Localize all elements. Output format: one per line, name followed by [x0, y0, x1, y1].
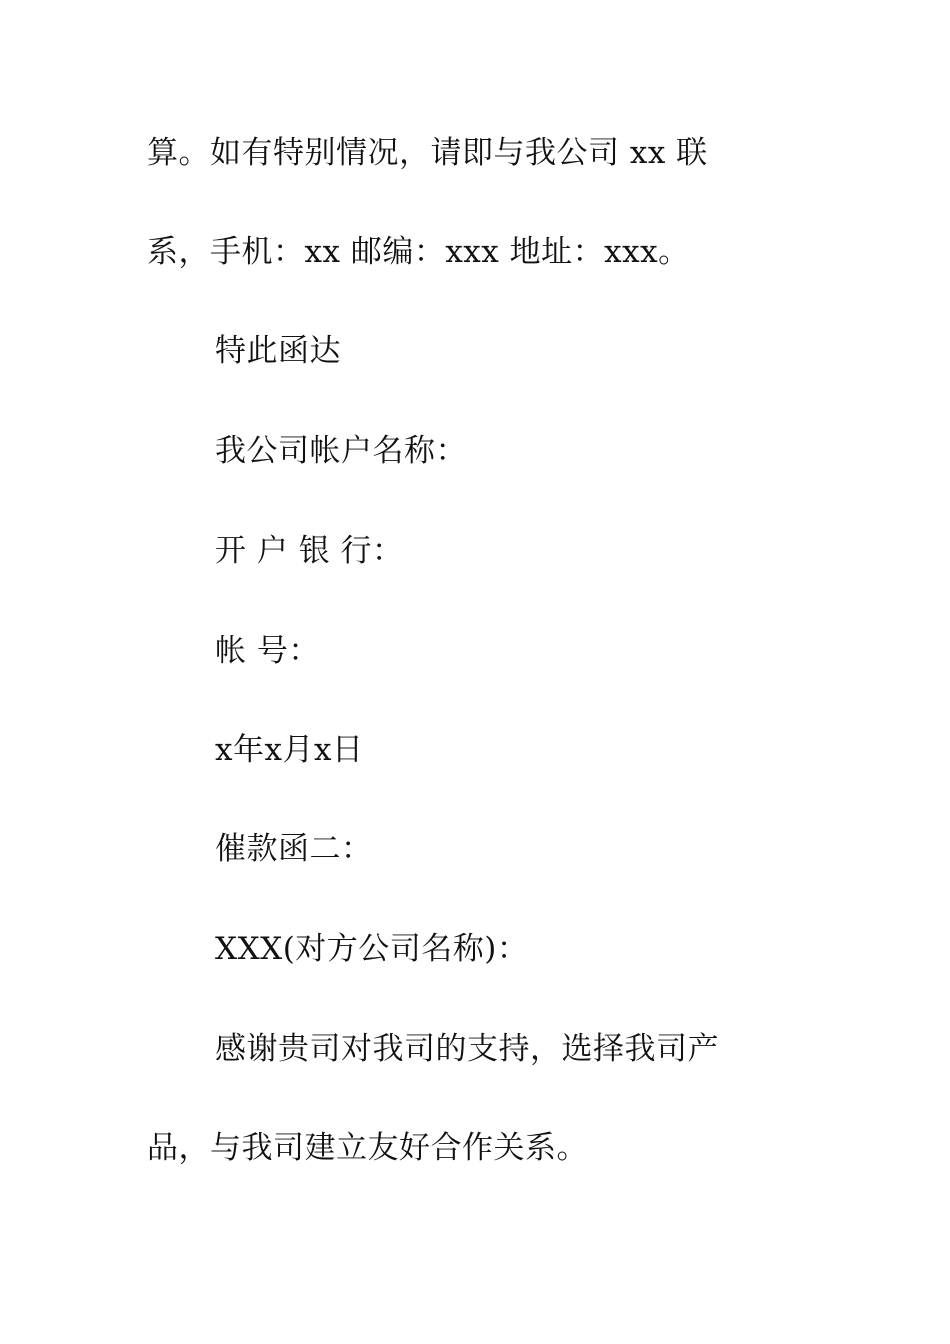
recipient-line: XXX(对方公司名称)：: [215, 931, 529, 967]
section-heading: 催款函二：: [215, 831, 373, 867]
account-name-label: 我公司帐户名称：: [215, 433, 467, 469]
date-line: x年x月x日: [215, 732, 364, 768]
body-text-line: 品，与我司建立友好合作关系。: [147, 1130, 588, 1166]
body-text-line: 感谢贵司对我司的支持，选择我司产: [215, 1031, 719, 1067]
account-number-label: 帐 号：: [215, 633, 320, 669]
body-text-line: 算。如有特别情况，请即与我公司 xx 联: [147, 135, 708, 171]
contact-info-line: 系，手机：xx 邮编：xxx 地址：xxx。: [147, 234, 690, 270]
closing-phrase: 特此函达: [215, 333, 341, 369]
bank-label: 开 户 银 行：: [215, 533, 404, 569]
